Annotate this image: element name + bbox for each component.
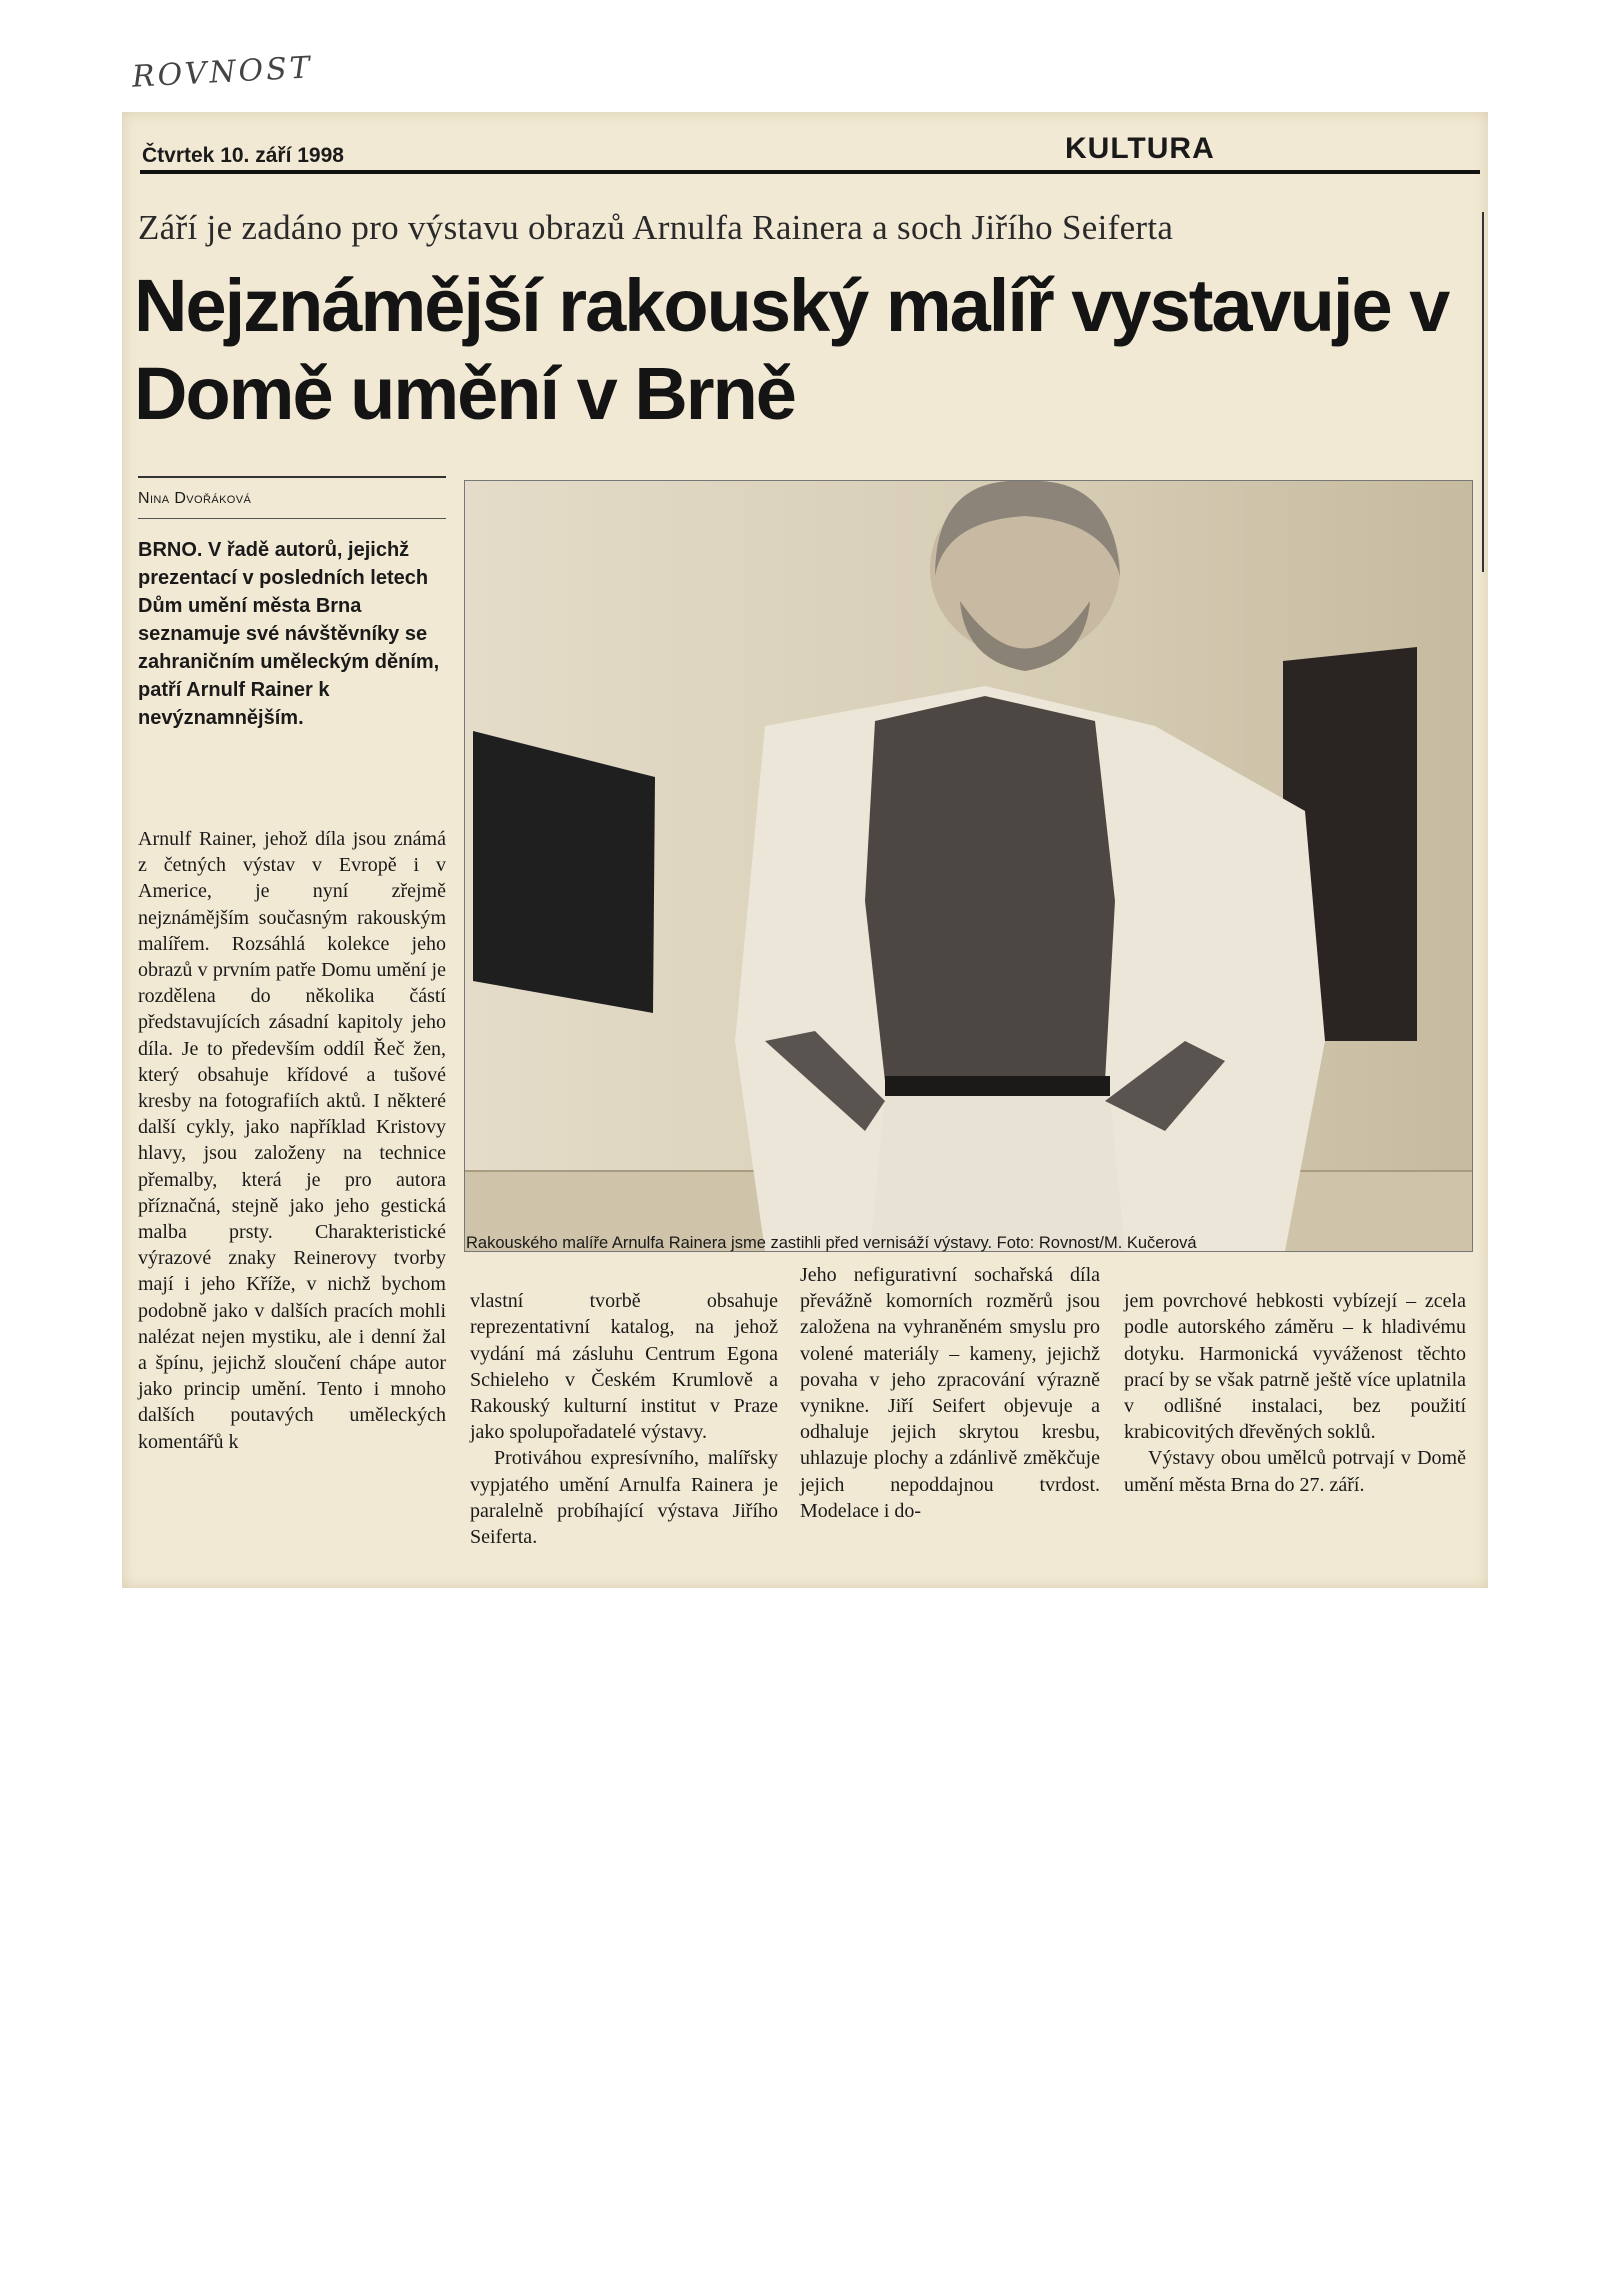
handwritten-source-note: ROVNOST bbox=[131, 50, 314, 95]
body-column-3: Jeho nefigurativní sochařská díla převážně komorních rozměrů jsou založena na vyhraněném smyslu pro volené materiály – kameny, jejichž povaha v jeho zpracování výrazně vynikne. Jiří Seifert objevuje a odhaluje jejich skrytou kresbu, uhlazuje plochy a zdánlivě změkčuje jejich nepoddajnou tvrdost. Modelace i do- bbox=[800, 1264, 1100, 1522]
article-headline: Nejznámější rakouský malíř vystavuje v Domě umění v Brně bbox=[134, 264, 1449, 435]
body-column-2 bbox=[470, 1262, 778, 1576]
paragraph: jem povrchové hebkosti vybízejí – zcela podle autorského záměru – k hladivému dotyku. Harmonická vyváženost těchto prací by se však patrně ještě více uplatnila v odlišné instalaci, bez použití krabicovitých dřevěných soklů. bbox=[1124, 1290, 1466, 1444]
byline-rule bbox=[138, 476, 446, 478]
article-subtitle: Září je zadáno pro výstavu obrazů Arnulfa Rainera a soch Jiřího Seiferta bbox=[138, 208, 1174, 247]
paragraph: Protiváhou expresívního, malířsky vypjatého umění Arnulfa Rainera je paralelně probíhající výstava Jiřího Seiferta. bbox=[470, 1447, 778, 1549]
section-name: KULTURA bbox=[1065, 132, 1215, 165]
article-lead: BRNO. V řadě autorů, jejichž prezentací v posledních letech Dům umění města Brna seznamuje své návštěvníky se zahraničním uměleckým děním, patří Arnulf Rainer k nevýznamnějším. bbox=[138, 539, 440, 729]
photo-caption: Rakouského malíře Arnulfa Rainera jsme zastihli před vernisáží výstavy. Foto: Rovnost/M. Kučerová bbox=[466, 1234, 1197, 1252]
body-column-4 bbox=[1124, 1262, 1466, 1524]
byline-rule bbox=[138, 518, 446, 519]
article-byline: Nina Dvořáková bbox=[138, 490, 252, 507]
newspaper-clipping bbox=[122, 112, 1488, 1588]
issue-date: Čtvrtek 10. září 1998 bbox=[142, 144, 344, 167]
body-column-1: Arnulf Rainer, jehož díla jsou známá z četných výstav v Evropě i v Americe, je nyní zřejmě nejznámějším současným rakouským malířem. Rozsáhlá kolekce jeho obrazů v prvním patře Domu umění je rozdělena do několika částí představujících zásadní kapitoly jeho díla. Je to především oddíl Řeč žen, který obsahuje křídové a tušové kresby na fotografiích aktů. I některé další cykly, jako například Kristovy hlavy, jsou založeny na technice přemalby, která je pro autora příznačná, stejně jako jeho gestická malba prsty. Charakteristické výrazové znaky Reinerovy tvorby mají i jeho Kříže, v nichž bychom podobně jako v dalších pracích mohli nalézat nejen mystiku, ale i denní žal a špínu, jejichž sloučení chápe autor jako princip umění. Tento i mnoho dalších poutavých uměleckých komentářů k bbox=[138, 828, 446, 1453]
column-divider bbox=[1482, 212, 1484, 572]
article-photo bbox=[464, 480, 1473, 1252]
paragraph: Výstavy obou umělců potrvají v Domě umění města Brna do 27. září. bbox=[1124, 1447, 1466, 1496]
masthead bbox=[140, 122, 1480, 174]
painting-left bbox=[473, 731, 655, 1013]
paragraph: vlastní tvorbě obsahuje reprezentativní katalog, na jehož vydání má zásluhu Centrum Egona Schieleho v Českém Krumlově a Rakouský kulturní institut v Praze jako spolupořadatelé výstavy. bbox=[470, 1290, 778, 1444]
